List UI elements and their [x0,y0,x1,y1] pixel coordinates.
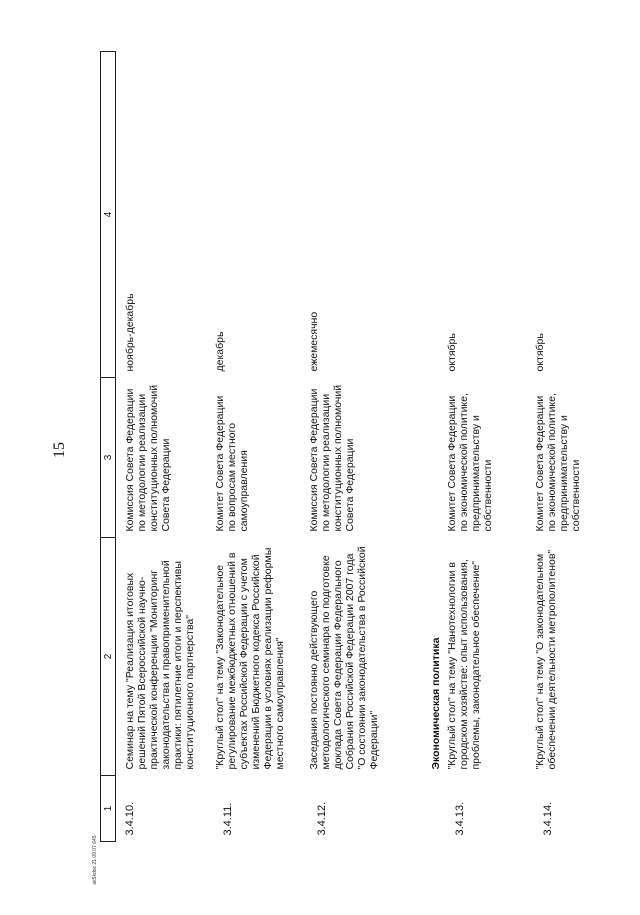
item-date: ноябрь-декабрь [124,293,136,372]
column-header-date: 4 [101,52,116,378]
table-row [214,52,308,842]
column-header-responsible: 3 [101,378,116,538]
item-responsible: Комитет Совета Федерации по вопросам местного самоуправления [214,395,250,532]
item-responsible: Комиссия Совета Федерации по методологии реализации конституционных полномочий Совета Федерации [308,384,356,532]
item-event: Семинар на тему "Реализация итоговых решений Пятой Всероссийской научно-практической конференции "Мониторинг законодательства и правоприменительной практики: пятилетние итоги и перспективы конституционного партнерства" [124,560,196,770]
item-responsible [404,378,446,538]
item-number: 3.4.11. [222,802,234,836]
item-number: 3.4.10. [124,801,136,836]
item-number: 3.4.13. [454,801,466,836]
table-row [116,52,215,842]
page-number: 15 [51,442,68,458]
footer-code: ak5kdoc 21.09.07 645 [92,835,98,885]
item-date: ежемесячно [308,311,320,372]
item-event: "Круглый стол" на тему "Законодательное регулирование межбюджетных отношений в субъектах Российской Федерации с учетом изменений Бюджетного кодекса Российской Федерации в условиях реализации реформы местного самоуправления" [214,547,286,770]
item-date: октябрь [534,333,546,372]
item-number: 3.4.12. [316,801,328,836]
plan-table [100,52,598,842]
header-row [101,52,116,842]
item-date: декабрь [214,331,226,372]
item-event: "Круглый стол" на тему "О законодательном обеспечении деятельности метрополитенов" [534,549,558,770]
item-date: октябрь [446,333,458,372]
item-responsible: Комитет Совета Федерации по экономической политике, предпринимательству и собственности [534,393,582,532]
item-responsible: Комиссия Совета Федерации по методологии реализации конституционных полномочий Совета Федерации [124,384,172,532]
item-event: "Круглый стол" на тему "Нанотехнологии в городском хозяйстве: опыт использования, проблемы, законодательное обеспечение" [446,559,482,770]
item-event: Заседания постоянно действующего методологического семинара по подготовке доклада Совета Федерации Федерального Собрания Российской Федерации 2007 года "О состоянии законодательства в Российской Федерации" [308,546,380,770]
table-row [446,52,534,842]
item-responsible: Комитет Совета Федерации по экономической политике, предпринимательству и собственности [446,393,494,532]
item-number [404,776,446,842]
table-row [308,52,404,842]
item-date [404,52,446,378]
section-heading: Экономическая политика [430,637,442,770]
section-row [404,52,446,842]
item-number: 3.4.14. [542,801,554,836]
column-header-number: 1 [101,776,116,842]
table-row [534,52,632,842]
column-header-event: 2 [101,538,116,776]
